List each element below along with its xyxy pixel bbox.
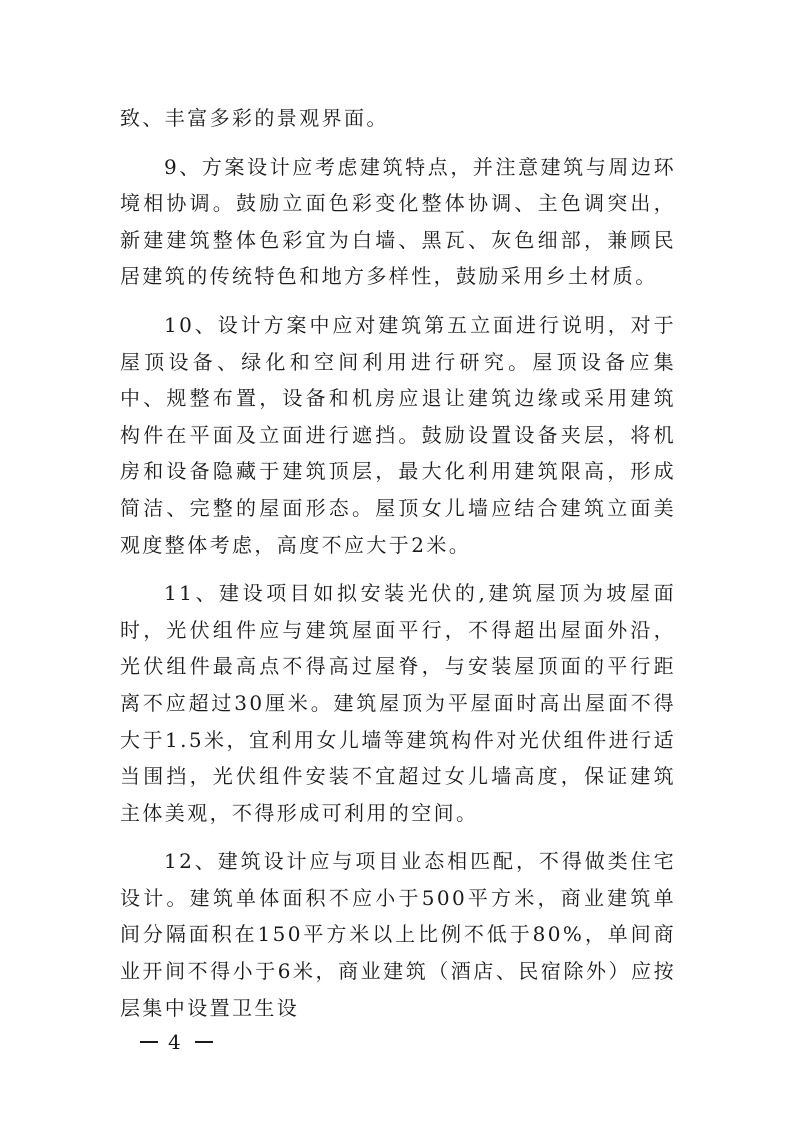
document-body: [120, 100, 676, 1026]
paragraph-item-12: 12、建筑设计应与项目业态相匹配，不得做类住宅设计。建筑单体面积不应小于500平方米，商业建筑单间分隔面积在150平方米以上比例不低于80%，单间商业开间不得小于6米，商业建筑（酒店、民宿除外）应按层集中设置卫生设: [120, 849, 676, 1020]
paragraph-item-11: 11、建设项目如拟安装光伏的,建筑屋顶为坡屋面时，光伏组件应与建筑屋面平行，不得超出屋面外沿，光伏组件最高点不得高过屋脊，与安装屋顶面的平行距离不应超过30厘米。建筑屋顶为平屋面时高出屋面不得大于1.5米，宜利用女儿墙等建筑构件对光伏组件进行适当围挡，光伏组件安装不宜超过女儿墙高度，保证建筑主体美观，不得形成可利用的空间。: [120, 581, 676, 825]
page-number-right-dash: [195, 1041, 213, 1043]
page-number-value: 4: [168, 1030, 185, 1054]
paragraph-item-10: 10、设计方案中应对建筑第五立面进行说明，对于屋顶设备、绿化和空间利用进行研究。屋顶设备应集中、规整布置，设备和机房应退让建筑边缘或采用建筑构件在平面及立面进行遮挡。鼓励设置设备夹层，将机房和设备隐藏于建筑顶层，最大化利用建筑限高，形成简洁、完整的屋面形态。屋顶女儿墙应结合建筑立面美观度整体考虑，高度不应大于2米。: [120, 312, 676, 557]
page-number: [140, 1030, 213, 1054]
paragraph-item-9: 9、方案设计应考虑建筑特点，并注意建筑与周边环境相协调。鼓励立面色彩变化整体协调、主色调突出，新建建筑整体色彩宜为白墙、黑瓦、灰色细部，兼顾民居建筑的传统特色和地方多样性，鼓励采用乡土材质。: [120, 154, 676, 289]
paragraph-continuation: 致、丰富多彩的景观界面。: [120, 106, 389, 130]
page-number-left-dash: [140, 1041, 158, 1043]
